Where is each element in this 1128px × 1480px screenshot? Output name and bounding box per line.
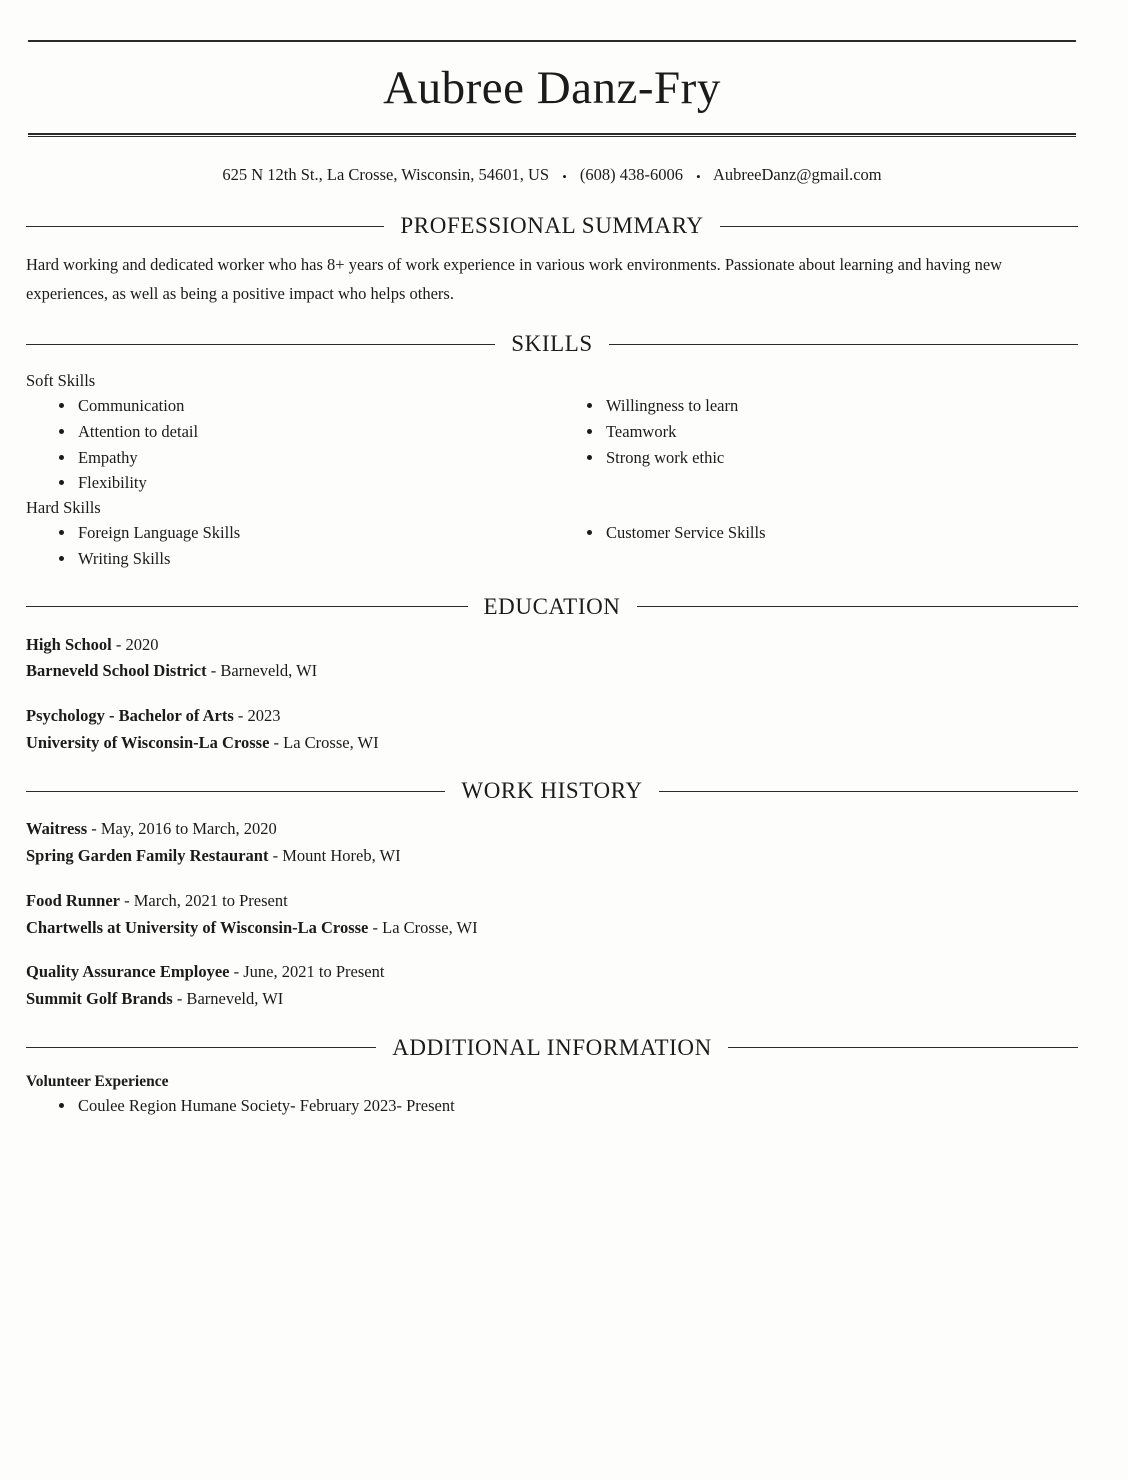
additional-subheading: Volunteer Experience: [26, 1072, 169, 1090]
list-item: • Customer Service Skills: [604, 520, 1080, 546]
heading-rule-right: [728, 1047, 1078, 1048]
contact-separator-1: •: [562, 168, 567, 184]
contact-separator-2: •: [696, 168, 701, 184]
work-employer-detail: - La Crosse, WI: [368, 917, 478, 937]
work-entry: [24, 816, 1080, 869]
education-institution-line: [26, 730, 1078, 757]
skills-column-right: [552, 518, 1080, 571]
skills-list: [24, 393, 552, 496]
contact-email: AubreeDanz@gmail.com: [712, 165, 882, 185]
work-title: Waitress: [26, 819, 88, 839]
education-degree-line: [26, 703, 1078, 730]
section-title-summary: PROFESSIONAL SUMMARY: [400, 213, 704, 239]
education-entry: [24, 703, 1080, 756]
heading-rule-left: [26, 606, 468, 607]
heading-rule-left: [26, 344, 495, 345]
section-heading-work-history: [24, 778, 1080, 804]
education-institution-detail: - Barneveld, WI: [206, 661, 318, 681]
section-title-additional: ADDITIONAL INFORMATION: [392, 1034, 712, 1060]
section-heading-education: [24, 594, 1080, 620]
education-degree: High School: [26, 634, 112, 654]
heading-rule-left: [26, 226, 384, 227]
heading-rule-right: [720, 226, 1078, 227]
skills-column-left: [24, 391, 552, 496]
page-title: Aubree Danz-Fry: [383, 62, 721, 114]
education-entry: [24, 632, 1080, 685]
work-employer-line: [26, 843, 1078, 870]
skills-group-label: Soft Skills: [26, 371, 96, 391]
work-employer: Spring Garden Family Restaurant: [26, 846, 269, 866]
list-item: • Teamwork: [604, 419, 1080, 445]
list-item: • Foreign Language Skills: [76, 520, 552, 546]
skills-columns: [24, 391, 1080, 496]
work-employer-line: [26, 915, 1078, 942]
work-title: Quality Assurance Employee: [26, 962, 230, 982]
work-title-detail: - May, 2016 to March, 2020: [87, 819, 277, 839]
skills-columns: [24, 518, 1080, 571]
additional-list: [24, 1093, 1080, 1119]
education-degree-line: [26, 632, 1078, 659]
section-title-education: EDUCATION: [483, 593, 621, 619]
work-employer-line: [26, 986, 1078, 1013]
work-employer: Chartwells at University of Wisconsin-La Crosse: [26, 917, 369, 937]
skills-column-right: [552, 391, 1080, 496]
education-institution-line: [26, 658, 1078, 685]
list-item: • Willingness to learn: [604, 393, 1080, 419]
work-title-line: [26, 816, 1078, 843]
contact-line: [24, 137, 1080, 191]
education-institution-detail: - La Crosse, WI: [269, 732, 379, 752]
work-title: Food Runner: [26, 890, 120, 910]
section-title-skills: SKILLS: [511, 331, 593, 357]
heading-rule-left: [26, 1047, 376, 1048]
list-item: • Coulee Region Humane Society- February 2023- Present: [76, 1093, 1080, 1119]
skills-group-soft: [24, 369, 1080, 496]
list-item: • Writing Skills: [76, 546, 552, 572]
section-heading-additional: [24, 1035, 1080, 1061]
section-heading-summary: [24, 213, 1080, 239]
education-institution: University of Wisconsin-La Crosse: [26, 732, 270, 752]
heading-rule-left: [26, 791, 445, 792]
section-heading-skills: [24, 331, 1080, 357]
work-title-detail: - June, 2021 to Present: [229, 962, 385, 982]
skills-list: [552, 520, 1080, 546]
work-employer-detail: - Barneveld, WI: [172, 988, 284, 1008]
list-item: • Empathy: [76, 445, 552, 471]
list-item: • Communication: [76, 393, 552, 419]
list-item: • Strong work ethic: [604, 445, 1080, 471]
education-institution: Barneveld School District: [26, 661, 207, 681]
skills-group-label: Hard Skills: [26, 498, 101, 518]
list-item: • Flexibility: [76, 470, 552, 496]
work-entry: [24, 959, 1080, 1012]
list-item: • Attention to detail: [76, 419, 552, 445]
work-title-detail: - March, 2021 to Present: [119, 890, 288, 910]
skills-list: [552, 393, 1080, 470]
contact-address: 625 N 12th St., La Crosse, Wisconsin, 54601, US: [222, 165, 550, 185]
heading-rule-right: [637, 606, 1079, 607]
work-title-line: [26, 888, 1078, 915]
section-title-work-history: WORK HISTORY: [461, 778, 643, 804]
heading-rule-right: [659, 791, 1078, 792]
skills-group-hard: [24, 496, 1080, 571]
education-degree: Psychology - Bachelor of Arts: [26, 705, 234, 725]
heading-rule-right: [609, 344, 1078, 345]
skills-column-left: [24, 518, 552, 571]
work-employer: Summit Golf Brands: [26, 988, 173, 1008]
contact-phone: (608) 438-6006: [579, 165, 684, 185]
skills-list: [24, 520, 552, 571]
work-employer-detail: - Mount Horeb, WI: [268, 846, 401, 866]
work-title-line: [26, 959, 1078, 986]
education-degree-detail: - 2020: [111, 634, 159, 654]
summary-text: Hard working and dedicated worker who has 8+ years of work experience in various work environments. Passionate about learning and having new experiences, as well as being a positive impact who helps others.: [26, 255, 1003, 304]
education-degree-detail: - 2023: [233, 705, 281, 725]
work-entry: [24, 888, 1080, 941]
